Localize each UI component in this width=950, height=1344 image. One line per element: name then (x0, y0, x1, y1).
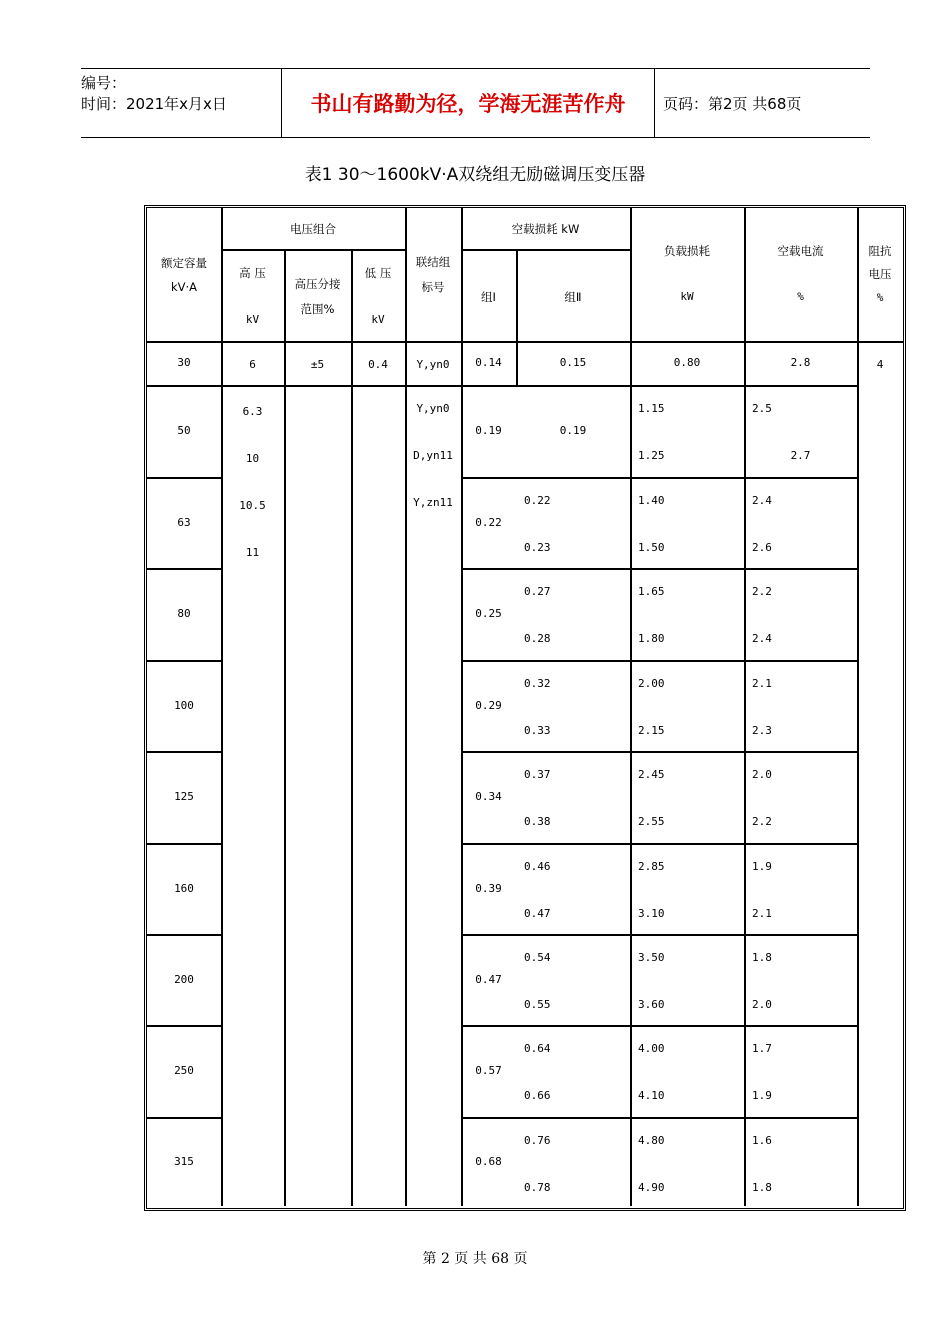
row-divider (147, 934, 221, 936)
header-hv-tap-unit: 范围% (300, 302, 335, 316)
column-divider (630, 208, 632, 1206)
header-voltage-group: 电压组合 (290, 222, 336, 236)
no-load-loss-group1-cell: 0.19 (475, 424, 502, 437)
table-title: 表1 30～1600kV·A双绕组无励磁调压变压器 (304, 165, 646, 185)
row-divider (461, 1117, 857, 1119)
column-divider (857, 208, 859, 1206)
capacity-cell: 200 (174, 972, 194, 986)
no-load-loss-group2-cell: 0.32 (524, 677, 551, 690)
load-loss-cell: 4.80 (638, 1134, 665, 1147)
capacity-cell: 30 (177, 356, 191, 369)
no-load-loss-group2-cell: 0.23 (524, 541, 551, 554)
load-loss-cell: 4.90 (638, 1181, 665, 1194)
page-header (81, 68, 870, 138)
header-lv-unit: kV (371, 313, 385, 326)
header-load-loss-unit: kW (680, 290, 694, 303)
row-divider (461, 843, 857, 845)
row-divider (147, 1025, 221, 1027)
row-divider (147, 1117, 221, 1119)
no-load-current-cell: 1.9 (752, 1089, 772, 1102)
no-load-current-cell: 2.5 (752, 402, 772, 415)
header-bottom-rule (147, 341, 903, 343)
header-vector-group-label: 标号 (421, 280, 445, 294)
row-divider (147, 385, 857, 387)
no-load-loss-group2-cell: 0.54 (524, 951, 551, 964)
row-divider (461, 660, 857, 662)
no-load-loss-group1-cell: 0.68 (475, 1154, 502, 1168)
no-load-loss-group2-cell: 0.46 (524, 860, 551, 873)
column-divider (284, 249, 286, 1206)
column-divider (516, 249, 518, 385)
load-loss-cell: 0.80 (673, 356, 701, 369)
no-load-loss-group2-cell: 0.22 (524, 494, 551, 507)
hv-value: 6.3 (242, 405, 263, 418)
no-load-loss-group2-cell: 0.19 (559, 424, 587, 437)
no-load-loss-group2-cell: 0.64 (524, 1042, 551, 1055)
header-rated-capacity: 额定容量 (161, 256, 207, 270)
header-hv-tap: 高压分接 (294, 277, 341, 291)
load-loss-cell: 1.25 (638, 449, 665, 462)
capacity-cell: 63 (177, 515, 191, 529)
no-load-loss-group1-cell: 0.34 (475, 790, 502, 803)
no-load-loss-group2-cell: 0.76 (524, 1134, 551, 1147)
no-load-current-cell: 2.1 (752, 677, 772, 690)
capacity-cell: 80 (177, 607, 191, 620)
header-lv: 低 压 (364, 266, 392, 280)
no-load-loss-group2-cell: 0.27 (524, 585, 551, 598)
row-divider (461, 568, 857, 570)
no-load-current-cell: 2.1 (752, 907, 772, 920)
no-load-current-cell: 1.7 (752, 1042, 772, 1055)
header-impedance-unit: % (876, 291, 884, 304)
no-load-loss-group1-cell: 0.39 (475, 881, 502, 895)
load-loss-cell: 3.50 (638, 951, 665, 964)
header-group-1: 组Ⅰ (481, 290, 496, 304)
row-divider (147, 751, 221, 753)
load-loss-cell: 2.55 (638, 815, 665, 828)
no-load-loss-group2-cell: 0.38 (524, 815, 551, 828)
no-load-current-cell: 2.2 (752, 585, 772, 598)
no-load-current-cell: 1.9 (752, 860, 772, 873)
no-load-loss-group2-cell: 0.78 (524, 1181, 551, 1194)
no-load-loss-group1-cell: 0.29 (475, 698, 502, 712)
load-loss-cell: 4.10 (638, 1089, 665, 1102)
column-divider (744, 208, 746, 1206)
row-divider (461, 477, 857, 479)
row-divider (461, 1025, 857, 1027)
header-no-load-current-unit: % (797, 290, 804, 303)
header-no-load-loss: 空载损耗 kW (511, 222, 580, 236)
hv-value: 6 (249, 358, 256, 371)
vector-group-value: Y,zn11 (413, 496, 453, 509)
header-vector-group: 联结组 (415, 255, 451, 269)
no-load-current-cell: 2.6 (752, 541, 772, 554)
header-divider (461, 249, 630, 251)
hv-value: 11 (245, 546, 260, 559)
load-loss-cell: 3.60 (638, 998, 665, 1011)
load-loss-cell: 1.40 (638, 494, 665, 507)
row-divider (147, 477, 221, 479)
no-load-loss-group2-cell: 0.33 (524, 724, 551, 737)
load-loss-cell: 1.15 (638, 402, 665, 415)
no-load-current-cell: 2.3 (752, 724, 772, 737)
capacity-cell: 315 (174, 1154, 194, 1168)
column-divider (461, 208, 463, 1206)
no-load-loss-group1-cell: 0.57 (475, 1064, 502, 1077)
no-load-current-cell: 2.4 (752, 632, 772, 645)
no-load-loss-group1-cell: 0.47 (475, 972, 502, 986)
column-divider (351, 249, 353, 1206)
column-divider (405, 208, 407, 1206)
no-load-loss-group2-cell: 0.28 (524, 632, 551, 645)
no-load-current-cell: 2.4 (752, 494, 772, 507)
no-load-loss-group2-cell: 0.55 (524, 998, 551, 1011)
header-hv-unit: kV (245, 313, 260, 326)
no-load-loss-group2-cell: 0.37 (524, 768, 551, 781)
no-load-loss-group1-cell: 0.22 (475, 515, 502, 529)
impedance-value: 4 (876, 358, 884, 371)
no-load-current-cell: 2.8 (790, 356, 811, 369)
row-divider (147, 660, 221, 662)
vector-group-value: D,yn11 (413, 449, 453, 462)
header-hv: 高 压 (239, 266, 266, 280)
header-motto: 书山有路勤为径，学海无涯苦作舟 (281, 69, 655, 137)
no-load-current-cell: 1.8 (752, 1181, 772, 1194)
transformer-table (144, 205, 906, 1211)
no-load-current-cell: 2.0 (752, 998, 772, 1011)
load-loss-cell: 1.50 (638, 541, 665, 554)
capacity-cell: 100 (174, 698, 194, 712)
no-load-loss-group2-cell: 0.15 (559, 356, 587, 369)
header-rated-capacity-unit: kV·A (170, 280, 198, 294)
row-divider (147, 568, 221, 570)
column-divider (221, 208, 223, 1206)
document-date: 时间：2021年x月x日 (81, 95, 227, 113)
no-load-current-cell: 2.7 (790, 449, 811, 462)
hv-tap-value: ±5 (310, 358, 325, 371)
vector-group-value: Y,yn0 (416, 358, 450, 371)
header-group-2: 组Ⅱ (564, 290, 582, 304)
header-impedance: 阻抗 (868, 244, 892, 258)
no-load-loss-group1-cell: 0.14 (475, 356, 502, 369)
load-loss-cell: 2.00 (638, 677, 665, 690)
header-divider (221, 249, 405, 251)
load-loss-cell: 2.15 (638, 724, 665, 737)
vector-group-value: Y,yn0 (416, 402, 450, 415)
capacity-cell: 50 (177, 424, 191, 437)
header-impedance-2: 电压 (868, 267, 892, 281)
row-divider (461, 934, 857, 936)
no-load-loss-group2-cell: 0.47 (524, 907, 551, 920)
load-loss-cell: 4.00 (638, 1042, 665, 1055)
capacity-cell: 250 (174, 1064, 194, 1077)
capacity-cell: 125 (174, 790, 194, 803)
header-load-loss: 负载损耗 (664, 244, 710, 258)
header-meta (81, 69, 281, 141)
load-loss-cell: 3.10 (638, 907, 665, 920)
hv-value: 10 (245, 452, 260, 465)
load-loss-cell: 2.85 (638, 860, 665, 873)
load-loss-cell: 1.65 (638, 585, 665, 598)
no-load-current-cell: 1.8 (752, 951, 772, 964)
page-footer: 第 2 页 共 68 页 (422, 1251, 528, 1267)
document-number-label: 编号： (81, 74, 127, 92)
load-loss-cell: 2.45 (638, 768, 665, 781)
load-loss-cell: 1.80 (638, 632, 665, 645)
header-page-info: 页码：第2页 共68页 (663, 94, 802, 113)
no-load-loss-group2-cell: 0.66 (524, 1089, 551, 1102)
no-load-loss-group1-cell: 0.25 (475, 607, 502, 620)
no-load-current-cell: 2.0 (752, 768, 772, 781)
header-no-load-current: 空载电流 (777, 244, 824, 258)
row-divider (461, 751, 857, 753)
lv-value: 0.4 (368, 358, 388, 371)
no-load-current-cell: 1.6 (752, 1134, 772, 1147)
row-divider (147, 843, 221, 845)
no-load-current-cell: 2.2 (752, 815, 772, 828)
capacity-cell: 160 (174, 881, 194, 895)
hv-value: 10.5 (239, 499, 266, 512)
